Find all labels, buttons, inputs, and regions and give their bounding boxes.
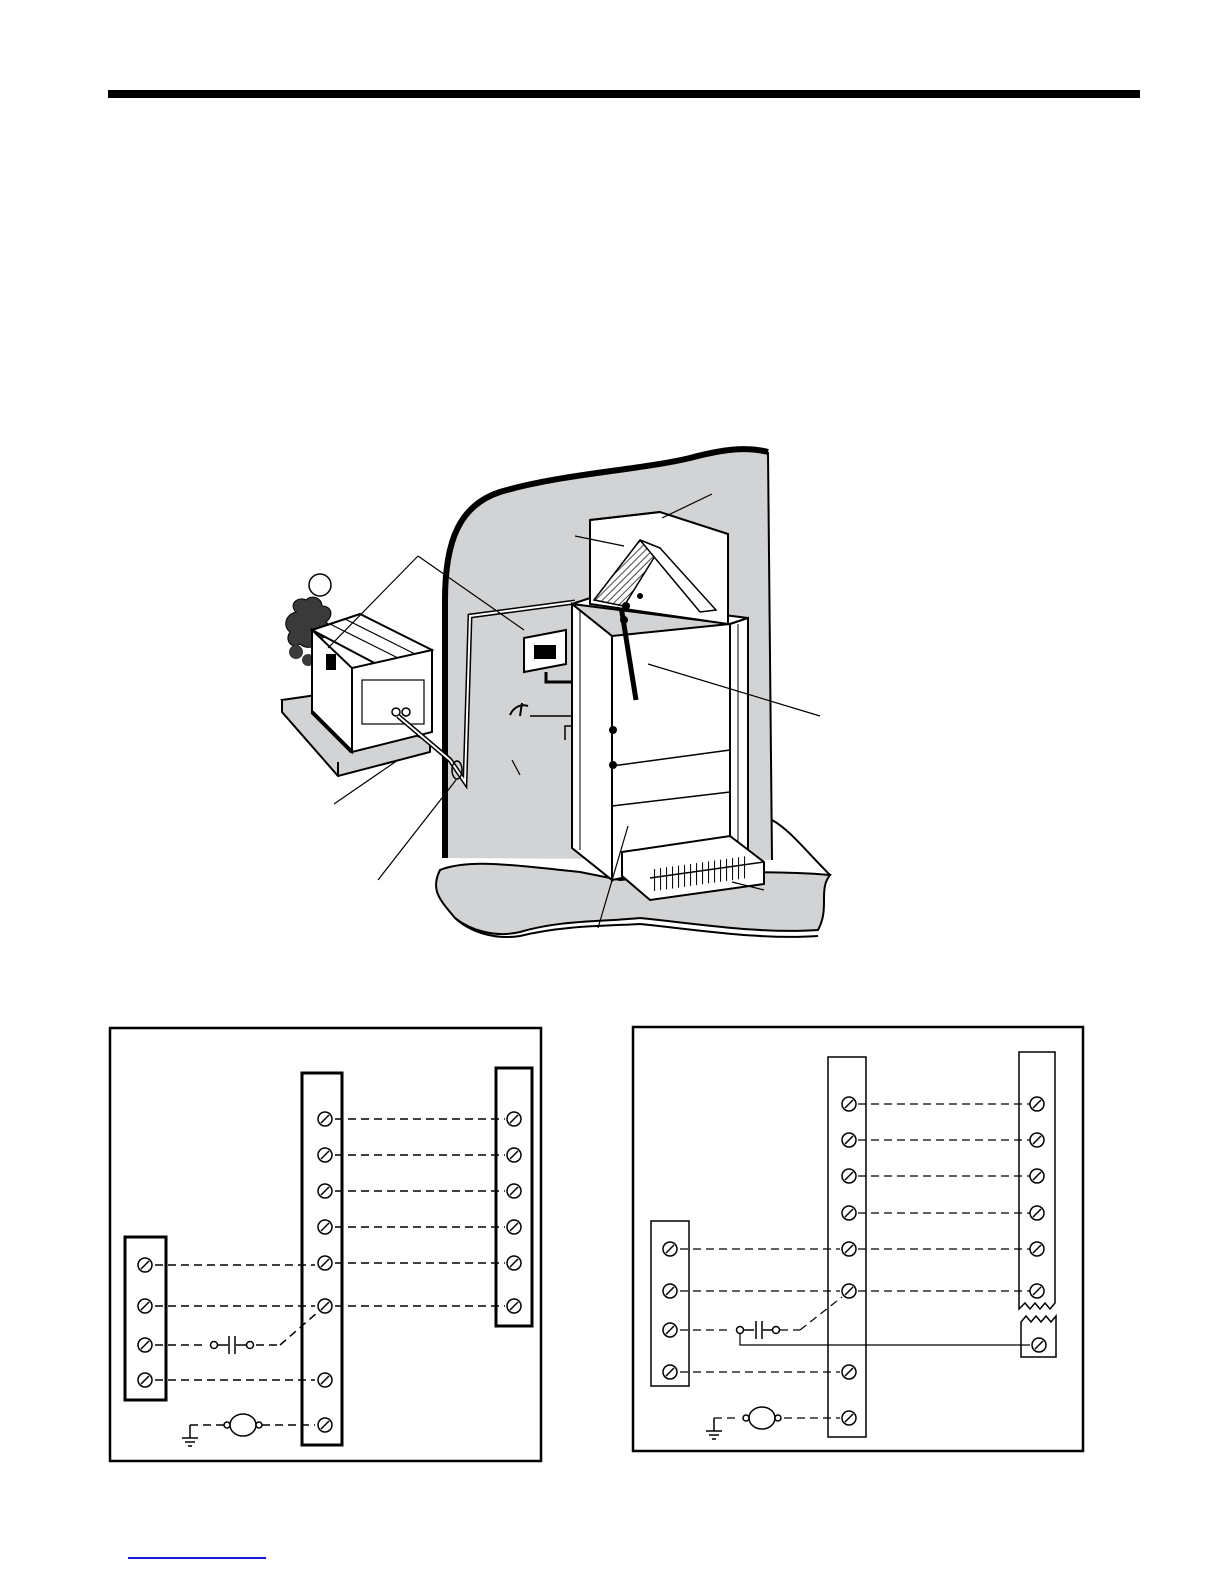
- terminal-screw: [318, 1373, 332, 1387]
- terminal-screw: [1030, 1284, 1044, 1298]
- diagram-frame: [633, 1027, 1083, 1451]
- terminal-screw: [318, 1220, 332, 1234]
- terminal-screw: [138, 1258, 152, 1272]
- terminal-screw: [507, 1148, 521, 1162]
- wiring-diagram-right: [633, 1027, 1083, 1451]
- terminal-screw: [842, 1365, 856, 1379]
- terminal-screw: [318, 1418, 332, 1432]
- terminal-screw: [318, 1112, 332, 1126]
- terminal-screw: [842, 1133, 856, 1147]
- terminal-screw: [318, 1256, 332, 1270]
- terminal-screw: [1030, 1097, 1044, 1111]
- terminal-screw: [138, 1299, 152, 1313]
- terminal-screw: [842, 1169, 856, 1183]
- terminal-screw: [1030, 1169, 1044, 1183]
- terminal-screw: [842, 1411, 856, 1425]
- terminal-screw: [1030, 1242, 1044, 1256]
- terminal-screw: [507, 1184, 521, 1198]
- terminal-screw: [318, 1299, 332, 1313]
- terminal-screw: [663, 1284, 677, 1298]
- terminal-screw: [842, 1242, 856, 1256]
- terminal-screw: [507, 1112, 521, 1126]
- terminal-screw: [138, 1373, 152, 1387]
- terminal-screw: [663, 1323, 677, 1337]
- wiring-diagram-left: [110, 1028, 541, 1461]
- terminal-screw: [663, 1365, 677, 1379]
- terminal-screw: [507, 1256, 521, 1270]
- sun-icon: [309, 574, 331, 596]
- diagram-frame: [110, 1028, 541, 1461]
- installation-illustration: [282, 449, 830, 937]
- terminal-screw: [1030, 1206, 1044, 1220]
- terminal-screw: [1032, 1338, 1046, 1352]
- terminal-screw: [318, 1148, 332, 1162]
- terminal-screw: [842, 1206, 856, 1220]
- footer-link-underline: [128, 1557, 266, 1559]
- terminal-screw: [318, 1184, 332, 1198]
- terminal-screw: [507, 1220, 521, 1234]
- terminal-screw: [1030, 1133, 1044, 1147]
- terminal-screw: [507, 1299, 521, 1313]
- terminal-screw: [663, 1242, 677, 1256]
- terminal-screw: [842, 1097, 856, 1111]
- terminal-screw: [138, 1338, 152, 1352]
- evaporator-coil: [590, 512, 728, 624]
- terminal-screw: [842, 1284, 856, 1298]
